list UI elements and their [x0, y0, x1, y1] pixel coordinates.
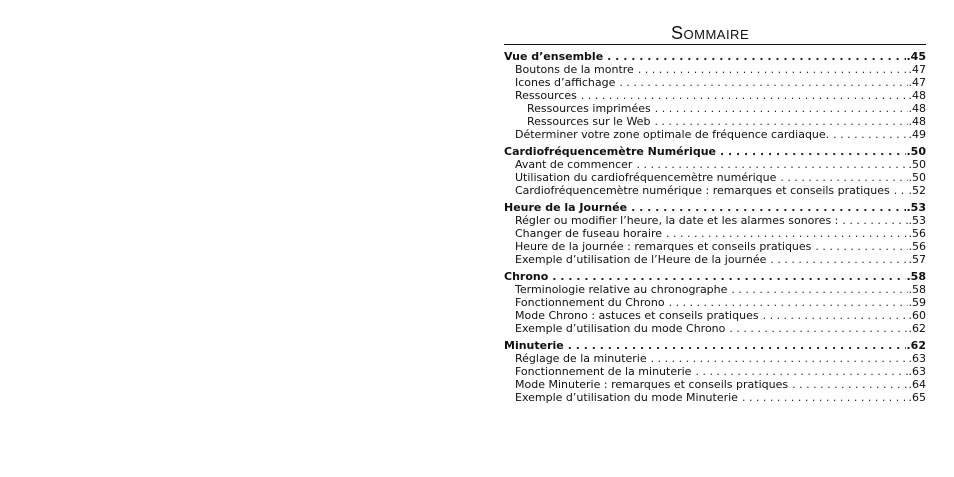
toc-section-heading[interactable]: [504, 145, 926, 158]
dot-leader: [607, 50, 905, 63]
toc-page-number: .58: [908, 283, 926, 296]
toc-page-number: .63: [908, 352, 926, 365]
dot-leader: [636, 158, 907, 171]
toc-page-number: .48: [908, 89, 926, 102]
toc-section: [504, 145, 926, 197]
toc-entry-label: Régler ou modifier l’heure, la date et les alarmes sonores :: [515, 214, 839, 227]
toc-page-number: .60: [908, 309, 926, 322]
dot-leader: [815, 240, 907, 253]
toc-entry-label: Exemple d’utilisation du mode Chrono: [515, 322, 726, 335]
toc-entry-label: Changer de fuseau horaire: [515, 227, 663, 240]
toc-entry[interactable]: [504, 309, 926, 322]
toc-entry-label: Fonctionnement de la minuterie: [515, 365, 692, 378]
toc-page-number: .50: [908, 171, 926, 184]
dot-leader: [742, 391, 908, 404]
toc-page-number: .59: [908, 296, 926, 309]
toc-section: [504, 50, 926, 141]
dot-leader: [729, 322, 907, 335]
dot-leader: [655, 102, 908, 115]
toc-entry[interactable]: [504, 63, 926, 76]
toc-entry-label: Minuterie: [504, 339, 564, 352]
toc-section-heading[interactable]: [504, 270, 926, 283]
toc-page-number: .62: [906, 339, 926, 352]
toc-page-number: .50: [906, 145, 926, 158]
toc-page-number: .50: [908, 158, 926, 171]
dot-leader: [581, 89, 908, 102]
toc-title: Sommaire: [671, 23, 750, 43]
dot-leader: [763, 309, 908, 322]
toc-page-number: .48: [908, 115, 926, 128]
toc-entry-label: Boutons de la montre: [515, 63, 634, 76]
dot-leader: [780, 171, 907, 184]
toc-entry-label: Utilisation du cardiofréquencemètre numérique: [515, 171, 777, 184]
toc-entry-label: Chrono: [504, 270, 549, 283]
dot-leader: [638, 63, 908, 76]
toc-sections: [504, 50, 926, 404]
toc-entry[interactable]: [504, 76, 926, 89]
toc-page-number: .58: [906, 270, 926, 283]
toc-section-heading[interactable]: [504, 50, 926, 63]
toc-page-number: .64: [908, 378, 926, 391]
toc-entry[interactable]: [504, 253, 926, 266]
dot-leader: [833, 128, 907, 141]
toc-section: [504, 339, 926, 404]
toc-entry-label: Avant de commencer: [515, 158, 633, 171]
toc-page-number: .57: [908, 253, 926, 266]
toc-page-number: .47: [908, 76, 926, 89]
dot-leader: [792, 378, 907, 391]
dot-leader: [654, 115, 907, 128]
dot-leader: [695, 365, 907, 378]
dot-leader: [651, 352, 908, 365]
toc-entry-label: Ressources sur le Web: [527, 115, 651, 128]
toc-entry[interactable]: [504, 391, 926, 404]
toc-entry-label: Déterminer votre zone optimale de fréquence cardiaque.: [515, 128, 830, 141]
toc-entry-label: Fonctionnement du Chrono: [515, 296, 665, 309]
toc-entry-label: Heure de la journée : remarques et conseils pratiques: [515, 240, 812, 253]
dot-leader: [842, 214, 907, 227]
table-of-contents: [504, 22, 926, 408]
toc-page-number: .56: [908, 240, 926, 253]
dot-leader: [666, 227, 907, 240]
toc-entry[interactable]: [504, 184, 926, 197]
toc-entry-label: Heure de la Journée: [504, 201, 628, 214]
dot-leader: [631, 201, 905, 214]
toc-entry[interactable]: [504, 128, 926, 141]
toc-subsubentry[interactable]: [504, 102, 926, 115]
toc-section: [504, 270, 926, 335]
toc-page-number: .65: [908, 391, 926, 404]
dot-leader: [720, 145, 906, 158]
dot-leader: [770, 253, 907, 266]
toc-entry[interactable]: [504, 296, 926, 309]
toc-entry-label: Cardiofréquencemètre numérique : remarques et conseils pratiques: [515, 184, 890, 197]
toc-page-number: .53: [906, 201, 926, 214]
toc-entry[interactable]: [504, 214, 926, 227]
toc-subsubentry[interactable]: [504, 115, 926, 128]
toc-page-number: .56: [908, 227, 926, 240]
toc-page-number: .45: [906, 50, 926, 63]
title-divider: [504, 44, 926, 45]
toc-page-number: .53: [908, 214, 926, 227]
toc-entry-label: Mode Minuterie : remarques et conseils pratiques: [515, 378, 789, 391]
toc-section-heading[interactable]: [504, 339, 926, 352]
toc-entry[interactable]: [504, 378, 926, 391]
toc-entry[interactable]: [504, 352, 926, 365]
toc-entry-label: Terminologie relative au chronographe: [515, 283, 728, 296]
toc-page-number: .49: [908, 128, 926, 141]
toc-entry-label: Exemple d’utilisation du mode Minuterie: [515, 391, 738, 404]
toc-page-number: .63: [908, 365, 926, 378]
toc-entry-label: Exemple d’utilisation de l’Heure de la journée: [515, 253, 767, 266]
toc-section-heading[interactable]: [504, 201, 926, 214]
toc-page-number: .47: [908, 63, 926, 76]
toc-entry[interactable]: [504, 171, 926, 184]
toc-entry-label: Réglage de la minuterie: [515, 352, 647, 365]
dot-leader: [619, 76, 907, 89]
toc-entry[interactable]: [504, 89, 926, 102]
toc-entry[interactable]: [504, 283, 926, 296]
dot-leader: [669, 296, 908, 309]
toc-section: [504, 201, 926, 266]
toc-entry-label: Ressources imprimées: [527, 102, 651, 115]
toc-page-number: .52: [908, 184, 926, 197]
toc-page-number: .62: [908, 322, 926, 335]
dot-leader: [731, 283, 907, 296]
toc-entry[interactable]: [504, 240, 926, 253]
toc-entry[interactable]: [504, 322, 926, 335]
toc-entry-label: Icones d’affichage: [515, 76, 616, 89]
toc-entry[interactable]: [504, 158, 926, 171]
toc-entry-label: Vue d’ensemble: [504, 50, 604, 63]
dot-leader: [568, 339, 906, 352]
toc-page-number: .48: [908, 102, 926, 115]
toc-entry[interactable]: [504, 365, 926, 378]
toc-entry-label: Ressources: [515, 89, 577, 102]
dot-leader: [552, 270, 905, 283]
dot-leader: [894, 184, 908, 197]
toc-entry[interactable]: [504, 227, 926, 240]
toc-entry-label: Cardiofréquencemètre Numérique: [504, 145, 716, 158]
toc-entry-label: Mode Chrono : astuces et conseils pratiques: [515, 309, 759, 322]
